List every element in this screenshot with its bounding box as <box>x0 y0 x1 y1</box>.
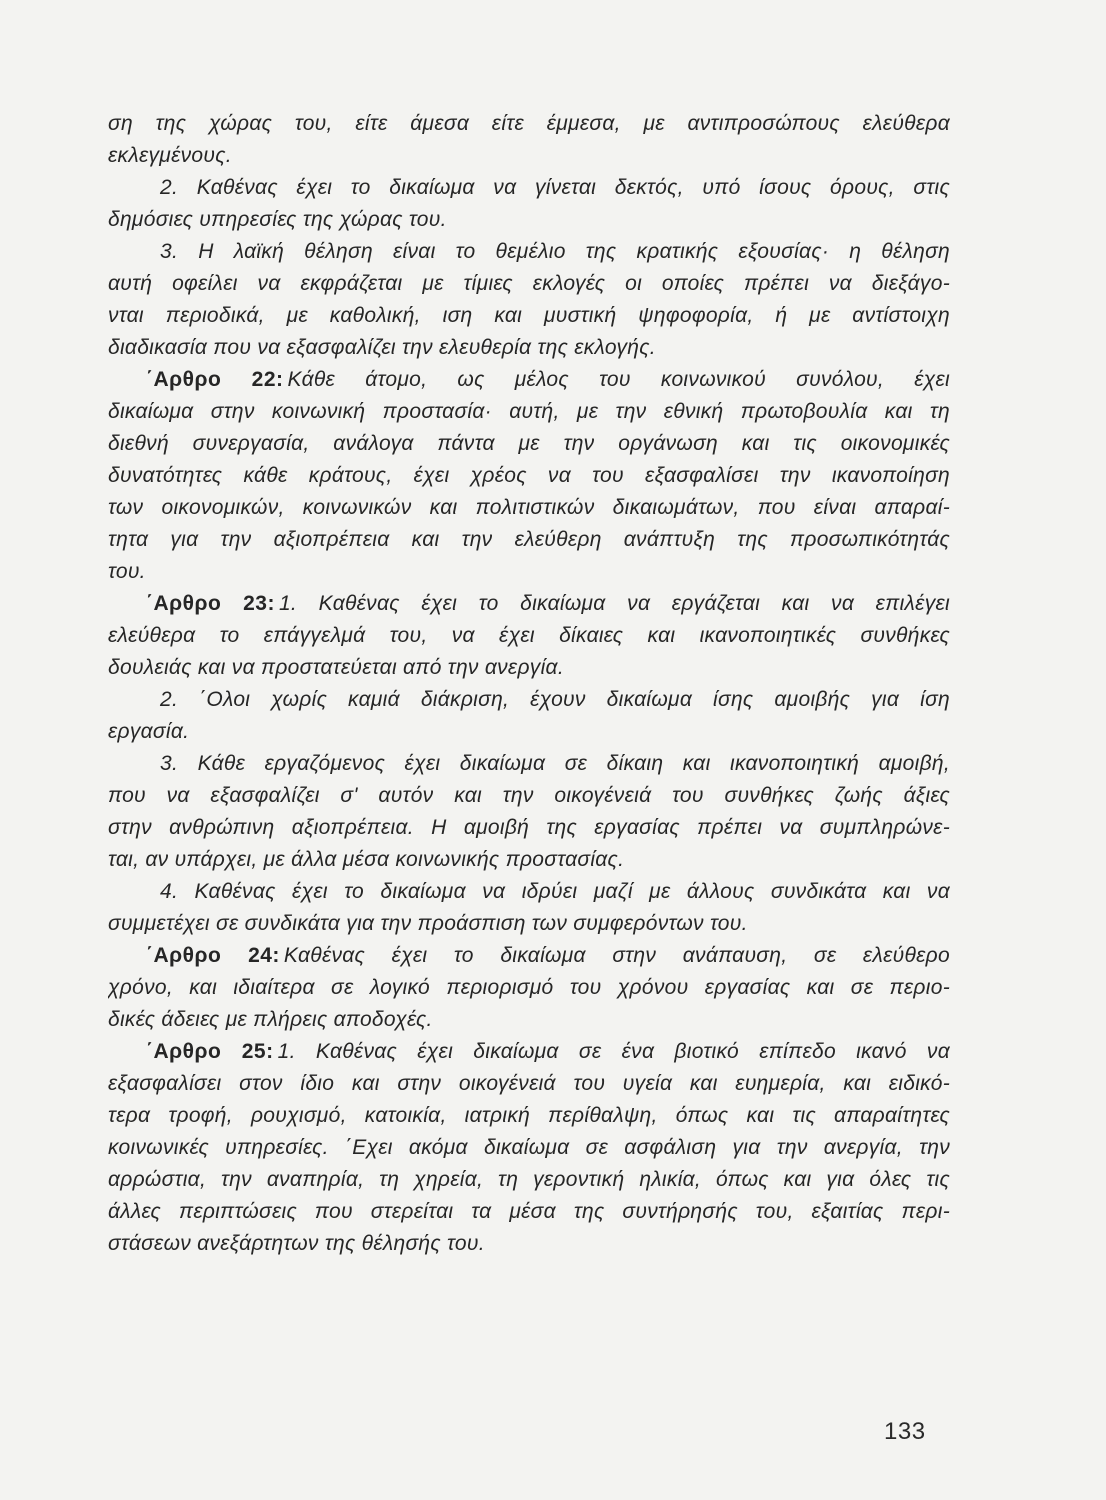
line-text: νται περιοδικά, με καθολική, ιση και μυστική ψηφοφορία, ή με αντίστοιχη <box>108 304 950 327</box>
text-line <box>108 812 950 844</box>
article-label: ΄Αρθρο 24: <box>146 944 280 967</box>
line-text: διαδικασία που να εξασφαλίζει την ελευθερία της εκλογής. <box>108 336 656 359</box>
article-heading-line <box>108 588 950 620</box>
line-text: δικές άδειες με πλήρεις αποδοχές. <box>108 1008 433 1031</box>
line-text: 3. Κάθε εργαζόμενος έχει δικαίωμα σε δίκαιη και ικανοποιητική αμοιβή, <box>160 752 950 775</box>
line-text: εργασία. <box>108 720 190 743</box>
text-line <box>108 172 950 204</box>
text-line <box>108 972 950 1004</box>
text-line <box>108 300 950 332</box>
text-line <box>108 428 950 460</box>
line-text: 4. Καθένας έχει το δικαίωμα να ιδρύει μαζί με άλλους συνδικάτα και να <box>160 880 950 903</box>
line-text: δυνατότητες κάθε κράτους, έχει χρέος να του εξασφαλίσει την ικανοποίηση <box>108 464 950 487</box>
line-text: ελεύθερα το επάγγελμά του, να έχει δίκαιες και ικανοποιητικές συνθήκες <box>108 624 950 647</box>
page-number: 133 <box>884 1418 926 1445</box>
line-text: στάσεων ανεξάρτητων της θέλησής του. <box>108 1232 485 1255</box>
text-line <box>108 556 950 588</box>
line-text: 3. Η λαϊκή θέληση είναι το θεμέλιο της κρατικής εξουσίας· η θέληση <box>160 240 950 263</box>
text-line <box>108 108 950 140</box>
line-text: 1. Καθένας έχει το δικαίωμα να εργάζεται και να επιλέγει <box>278 592 950 615</box>
line-text: 2. ΄Ολοι χωρίς καμιά διάκριση, έχουν δικαίωμα ίσης αμοιβής για ίση <box>160 688 950 711</box>
body-text <box>108 108 950 1260</box>
text-line <box>108 1196 950 1228</box>
line-text: 1. Καθένας έχει δικαίωμα σε ένα βιοτικό επίπεδο ικανό να <box>277 1040 950 1063</box>
text-line <box>108 492 950 524</box>
line-text: εξασφαλίσει στον ίδιο και στην οικογένειά του υγεία και ευημερία, και ειδικό- <box>108 1072 950 1095</box>
line-text: 2. Καθένας έχει το δικαίωμα να γίνεται δεκτός, υπό ίσους όρους, στις <box>160 176 950 199</box>
line-text: δικαίωμα στην κοινωνική προστασία· αυτή, με την εθνική πρωτοβουλία και τη <box>108 400 950 423</box>
line-text: Κάθε άτομο, ως μέλος του κοινωνικού συνόλου, έχει <box>287 368 950 391</box>
text-line <box>108 524 950 556</box>
text-line <box>108 1228 950 1260</box>
text-line <box>108 780 950 812</box>
line-text: τερα τροφή, ρουχισμό, κατοικία, ιατρική περίθαλψη, όπως και τις απαραίτητες <box>108 1104 950 1127</box>
line-text: κοινωνικές υπηρεσίες. ΄Εχει ακόμα δικαίωμα σε ασφάλιση για την ανεργία, την <box>108 1136 950 1159</box>
line-text: διεθνή συνεργασία, ανάλογα πάντα με την οργάνωση και τις οικονομικές <box>108 432 950 455</box>
text-line <box>108 716 950 748</box>
line-text: άλλες περιπτώσεις που στερείται τα μέσα της συντήρησής του, εξαιτίας περι- <box>108 1200 950 1223</box>
line-text: ση της χώρας του, είτε άμεσα είτε έμμεσα, με αντιπροσώπους ελεύθερα <box>108 112 950 135</box>
text-line <box>108 140 950 172</box>
article-heading-line <box>108 364 950 396</box>
line-text: στην ανθρώπινη αξιοπρέπεια. Η αμοιβή της εργασίας πρέπει να συμπληρώνε- <box>108 816 950 839</box>
line-text: αυτή οφείλει να εκφράζεται με τίμιες εκλογές οι οποίες πρέπει να διεξάγο- <box>108 272 950 295</box>
text-line <box>108 844 950 876</box>
article-heading-line <box>108 940 950 972</box>
text-line <box>108 620 950 652</box>
line-text: του. <box>108 560 146 583</box>
text-line <box>108 748 950 780</box>
text-line <box>108 1164 950 1196</box>
text-line <box>108 876 950 908</box>
text-line <box>108 332 950 364</box>
text-line <box>108 236 950 268</box>
line-text: που να εξασφαλίζει σ' αυτόν και την οικογένειά του συνθήκες ζωής άξιες <box>108 784 950 807</box>
line-text: Καθένας έχει το δικαίωμα στην ανάπαυση, σε ελεύθερο <box>283 944 950 967</box>
line-text: χρόνο, και ιδιαίτερα σε λογικό περιορισμό του χρόνου εργασίας και σε περιο- <box>108 976 950 999</box>
line-text: δουλειάς και να προστατεύεται από την ανεργία. <box>108 656 564 679</box>
text-line <box>108 1100 950 1132</box>
line-text: συμμετέχει σε συνδικάτα για την προάσπιση των συμφερόντων του. <box>108 912 748 935</box>
article-label: ΄Αρθρο 22: <box>146 368 284 391</box>
text-line <box>108 1068 950 1100</box>
line-text: ται, αν υπάρχει, με άλλα μέσα κοινωνικής προστασίας. <box>108 848 625 871</box>
text-line <box>108 684 950 716</box>
article-label: ΄Αρθρο 25: <box>146 1040 274 1063</box>
line-text: εκλεγμένους. <box>108 144 232 167</box>
text-line <box>108 1004 950 1036</box>
line-text: τητα για την αξιοπρέπεια και την ελεύθερη ανάπτυξη της προσωπικότητάς <box>108 528 950 551</box>
text-line <box>108 908 950 940</box>
text-line <box>108 652 950 684</box>
text-line <box>108 460 950 492</box>
text-line <box>108 204 950 236</box>
text-line <box>108 1132 950 1164</box>
line-text: δημόσιες υπηρεσίες της χώρας του. <box>108 208 447 231</box>
text-line <box>108 268 950 300</box>
line-text: αρρώστια, την αναπηρία, τη χηρεία, τη γεροντική ηλικία, όπως και για όλες τις <box>108 1168 950 1191</box>
line-text: των οικονομικών, κοινωνικών και πολιτιστικών δικαιωμάτων, που είναι απαραί- <box>108 496 950 519</box>
text-line <box>108 396 950 428</box>
article-heading-line <box>108 1036 950 1068</box>
article-label: ΄Αρθρο 23: <box>146 592 275 615</box>
